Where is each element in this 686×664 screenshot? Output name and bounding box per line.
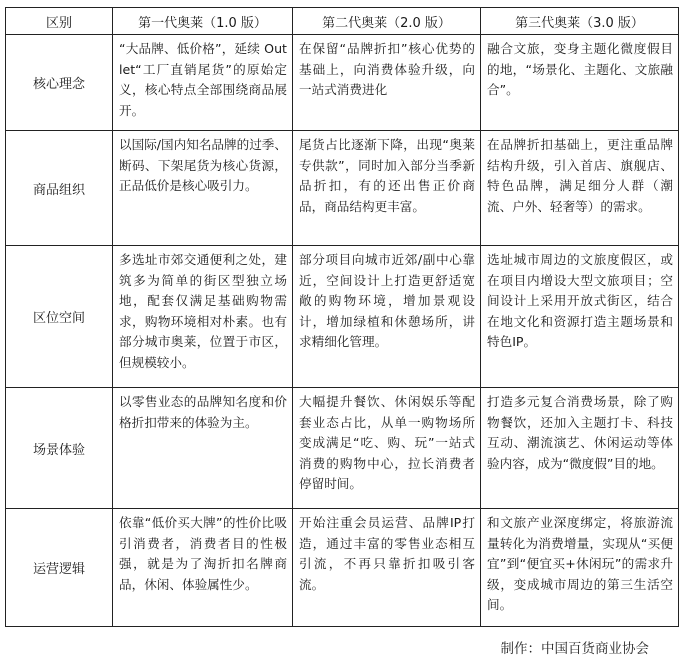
header-gen3: 第三代奥莱（3.0 版） [481,8,679,35]
table-cell: 开始注重会员运营、品牌IP打造，通过丰富的零售业态相互引流，不再只靠折扣吸引客流。 [293,509,481,627]
table-cell: 以零售业态的品牌知名度和价格折扣带来的体验为主。 [113,388,293,509]
row-label: 场景体验 [6,388,113,509]
header-difference: 区别 [6,8,113,35]
row-label: 区位空间 [6,246,113,388]
table-cell: 多选址市郊交通便利之处，建筑多为简单的街区型独立场地，配套仅满足基础购物需求，购物环境相对朴素。也有部分城市奥莱，位置于市区，但规模较小。 [113,246,293,388]
row-label: 核心理念 [6,35,113,131]
source-credit: 制作：中国百货商业协会 [500,641,649,657]
table-row-core-concept [6,35,679,131]
table-row-merchandise [6,131,679,246]
table-row-location-space [6,246,679,388]
table-cell: 尾货占比逐渐下降，出现“奥莱专供款”，同时加入部分当季新品折扣，有的还出售正价商品，商品结构更丰富。 [293,131,481,246]
table-cell: 在保留“品牌折扣”核心优势的基础上，向消费体验升级，向一站式消费进化 [293,35,481,131]
table-cell: 选址城市周边的文旅度假区，或在项目内增设大型文旅项目；空间设计上采用开放式街区，结合在地文化和资源打造主题场景和特色IP。 [481,246,679,388]
table-row-operation-logic [6,509,679,627]
table-cell: 和文旅产业深度绑定，将旅游流量转化为消费增量，实现从“买便宜”到“便宜买+休闲玩”的需求升级，变成城市周边的第三生活空间。 [481,509,679,627]
table-cell: “大品牌、低价格”，延续 Outlet“工厂直销尾货”的原始定义，核心特点全部围绕商品展开。 [113,35,293,131]
table-cell: 依靠“低价买大牌”的性价比吸引消费者，消费者目的性极强，就是为了淘折扣名牌商品，休闲、体验属性少。 [113,509,293,627]
table-cell: 融合文旅，变身主题化微度假目的地，“场景化、主题化、文旅融合”。 [481,35,679,131]
row-label: 商品组织 [6,131,113,246]
table-cell: 打造多元复合消费场景，除了购物餐饮，还加入主题打卡、科技互动、潮流演艺、休闲运动等体验内容，成为“微度假”目的地。 [481,388,679,509]
table-cell: 大幅提升餐饮、休闲娱乐等配套业态占比，从单一购物场所变成满足“吃、购、玩”一站式消费的购物中心，拉长消费者停留时间。 [293,388,481,509]
row-label: 运营逻辑 [6,509,113,627]
table-cell: 在品牌折扣基础上，更注重品牌结构升级，引入首店、旗舰店、特色品牌，满足细分人群（潮流、户外、轻奢等）的需求。 [481,131,679,246]
comparison-table [5,7,679,627]
header-gen2: 第二代奥莱（2.0 版） [293,8,481,35]
table-cell: 部分项目向城市近郊/副中心靠近，空间设计上打造更舒适宽敞的购物环境，增加景观设计，增加绿植和休憩场所，讲求精细化管理。 [293,246,481,388]
table-header-row [6,8,679,35]
table-cell: 以国际/国内知名品牌的过季、断码、下架尾货为核心货源，正品低价是核心吸引力。 [113,131,293,246]
header-gen1: 第一代奥莱（1.0 版） [113,8,293,35]
table-row-scene-experience [6,388,679,509]
